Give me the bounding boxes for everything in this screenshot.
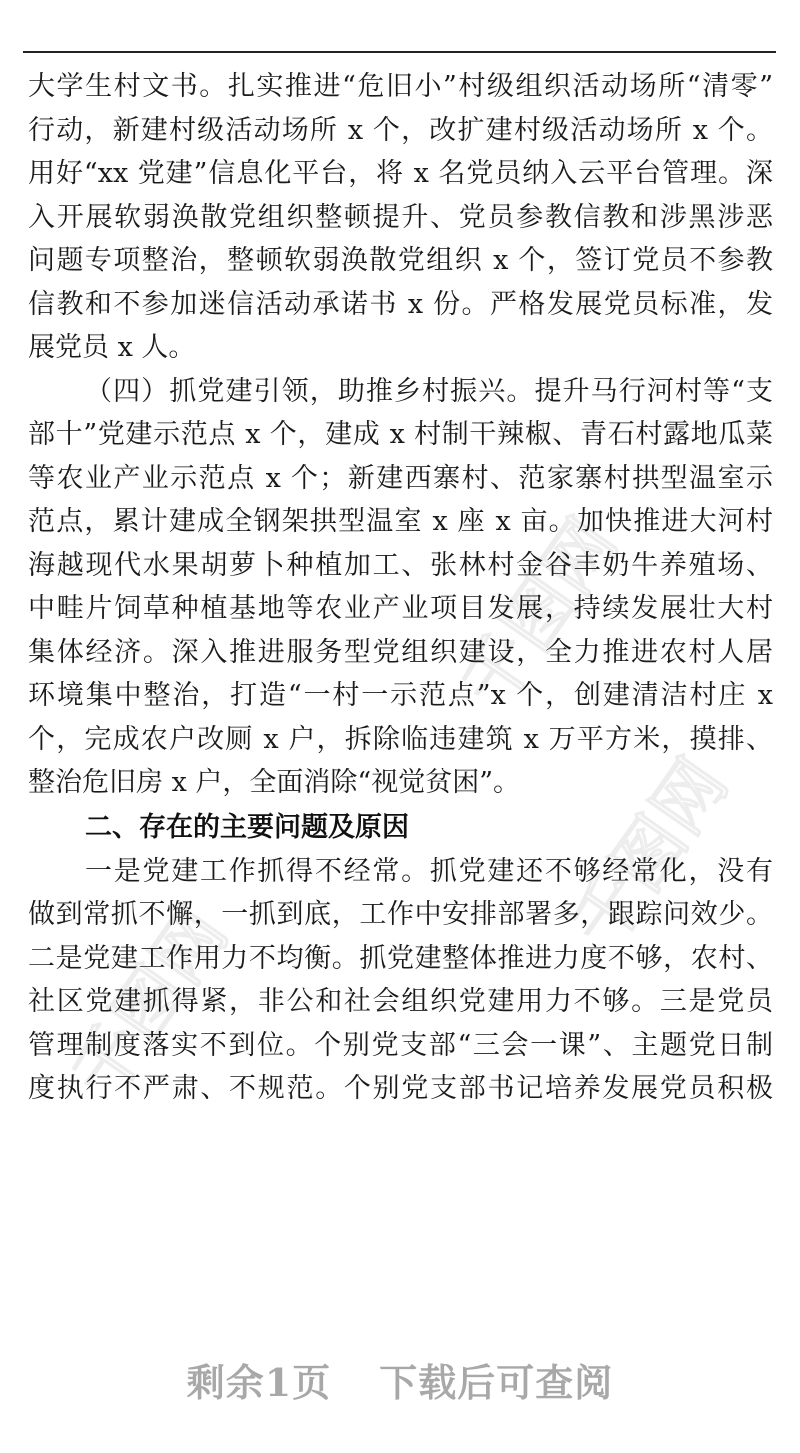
text-line: 度执行不严肃、不规范。个别党支部书记培养发展党员积极 — [28, 1073, 773, 1104]
text-line: 展党员 x 人。 — [28, 332, 196, 363]
section-heading: 二、存在的主要问题及原因 — [85, 811, 409, 843]
document-body — [28, 65, 773, 1111]
header-divider — [23, 51, 776, 53]
text-line: 做到常抓不懈，一抓到底，工作中安排部署多，跟踪问效少。 — [28, 899, 773, 930]
text-line: 入开展软弱涣散党组织整顿提升、党员参教信教和涉黑涉恶 — [28, 201, 773, 233]
paragraph-start-line: 一是党建工作抓得不经常。抓党建还不够经常化，没有 — [85, 855, 773, 887]
text-line: 整治危旧房 x 户，全面消除“视觉贫困”。 — [28, 767, 520, 798]
text-line: 集体经济。深入推进服务型党组织建设，全力推进农村人居 — [28, 636, 773, 668]
text-line: 中畦片饲草种植基地等农业产业项目发展，持续发展壮大村 — [28, 593, 773, 624]
text-line: 用好“xx 党建”信息化平台，将 x 名党员纳入云平台管理。深 — [28, 158, 773, 189]
text-line: 信教和不参加迷信活动承诺书 x 份。严格发展党员标准，发 — [28, 288, 773, 320]
watermark: 千图网 — [55, 894, 244, 1114]
text-line: 问题专项整治，整顿软弱涣散党组织 x 个，签订党员不参教 — [28, 245, 773, 276]
download-hint-label: 下载后可查阅 — [379, 1360, 614, 1405]
remaining-pages-label: 剩余1页 — [186, 1360, 332, 1405]
text-line: 大学生村文书。扎实推进“危旧小”村级组织活动场所“清零” — [28, 71, 773, 102]
text-line: 部十”党建示范点 x 个，建成 x 村制干辣椒、青石村露地瓜菜 — [28, 419, 773, 450]
watermark: 千图网 — [445, 504, 634, 724]
text-line: 环境集中整治，打造“一村一示范点”x 个，创建清洁村庄 x — [28, 680, 773, 711]
text-line: 等农业产业示范点 x 个；新建西寨村、范家寨村拱型温室示 — [28, 462, 773, 494]
text-line: 社区党建抓得紧，非公和社会组织党建用力不够。三是党员 — [28, 986, 773, 1017]
text-line: 二是党建工作用力不均衡。抓党建整体推进力度不够，农村、 — [28, 942, 773, 974]
text-line: 管理制度落实不到位。个别党支部“三会一课”、主题党日制 — [28, 1029, 773, 1061]
text-line: 海越现代水果胡萝卜种植加工、张林村金谷丰奶牛养殖场、 — [28, 549, 773, 581]
text-line: 范点，累计建成全钢架拱型温室 x 座 x 亩。加快推进大河村 — [28, 506, 773, 537]
text-line: 个，完成农户改厕 x 户，拆除临违建筑 x 万平方米，摸排、 — [28, 723, 773, 755]
text-line: 行动，新建村级活动场所 x 个，改扩建村级活动场所 x 个。 — [28, 114, 773, 146]
watermark: 千图网 — [555, 744, 744, 964]
paragraph-start-line: （四）抓党建引领，助推乡村振兴。提升马行河村等“支 — [85, 375, 773, 407]
download-notice[interactable] — [0, 1352, 800, 1407]
